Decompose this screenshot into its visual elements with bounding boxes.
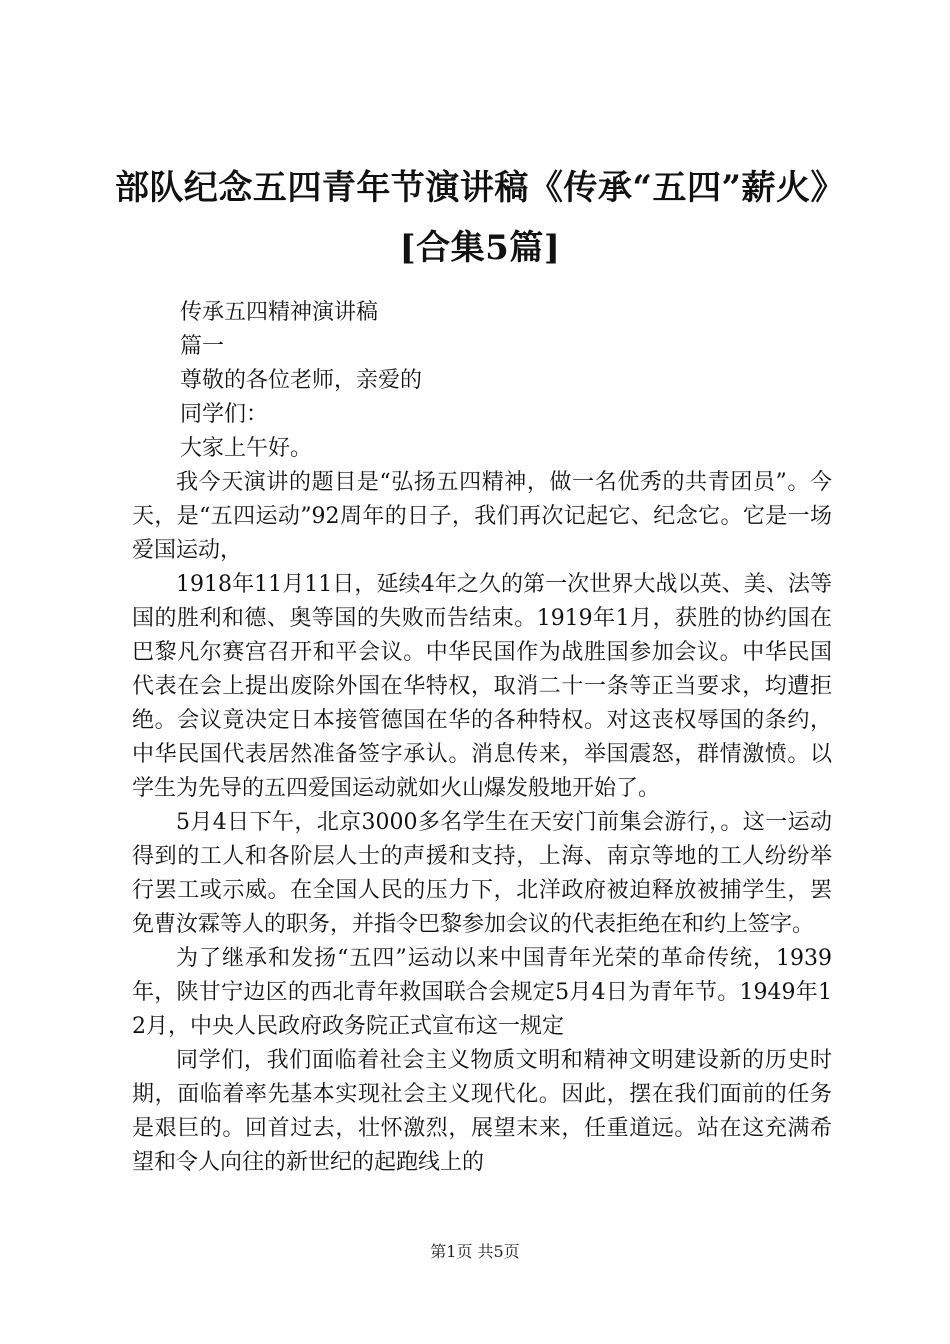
paragraph-salutation-cont: 同学们： (180, 402, 269, 427)
paragraph-body: 我今天演讲的题目是“弘扬五四精神，做一名优秀的共青团员”。今天，是“五四运动”92周年的日子，我们再次记起它、纪念它。它是一场爱国运动， (132, 470, 832, 563)
paragraph-body: 1918年11月11日，延续4年之久的第一次世界大战以英、美、法等国的胜利和德、奥等国的失败而告结束。1919年1月，获胜的协约国在巴黎凡尔赛宫召开和平会议。中华民国作为战胜国参加会议。中华民国代表在会上提出废除外国在华特权，取消二十一条等正当要求，均遭拒绝。会议竟决定日本接管德国在华的各种特权。对这丧权辱国的条约，中华民国代表居然准备签字承认。消息传来，举国震怒，群情激愤。以学生为先导的五四爱国运动就如火山爆发般地开始了。 (132, 572, 832, 801)
paragraph-greeting: 大家上午好。 (180, 436, 313, 461)
paragraph-body: 为了继承和发扬“五四”运动以来中国青年光荣的革命传统，1939年，陕甘宁边区的西北青年救国联合会规定5月4日为青年节。1949年12月，中央人民政府政务院正式宣布这一规定 (132, 946, 832, 1039)
paragraph-salutation: 尊敬的各位老师，亲爱的 (180, 368, 423, 393)
paragraph-body: 同学们，我们面临着社会主义物质文明和精神文明建设新的历史时期，面临着率先基本实现社会主义现代化。因此，摆在我们面前的任务是艰巨的。回首过去，壮怀激烈，展望末来，任重道远。站在这充满希望和令人向往的新世纪的起跑线上的 (132, 1048, 832, 1175)
page-number: 第1页 共5页 (430, 1242, 520, 1261)
paragraph-body: 5月4日下午，北京3000多名学生在天安门前集会游行，。这一运动得到的工人和各阶层人士的声援和支持，上海、南京等地的工人纷纷举行罢工或示威。在全国人民的压力下，北洋政府被迫释放被捕学生，罢免曹汝霖等人的职务，并指令巴黎参加会议的代表拒绝在和约上签字。 (132, 810, 832, 937)
paragraph-subtitle: 传承五四精神演讲稿 (180, 300, 379, 325)
paragraph-section: 篇一 (180, 334, 225, 359)
document-title: 部队纪念五四青年节演讲稿《传承“五四”薪火》[合集5篇] (114, 168, 846, 268)
document-body (132, 296, 832, 1180)
